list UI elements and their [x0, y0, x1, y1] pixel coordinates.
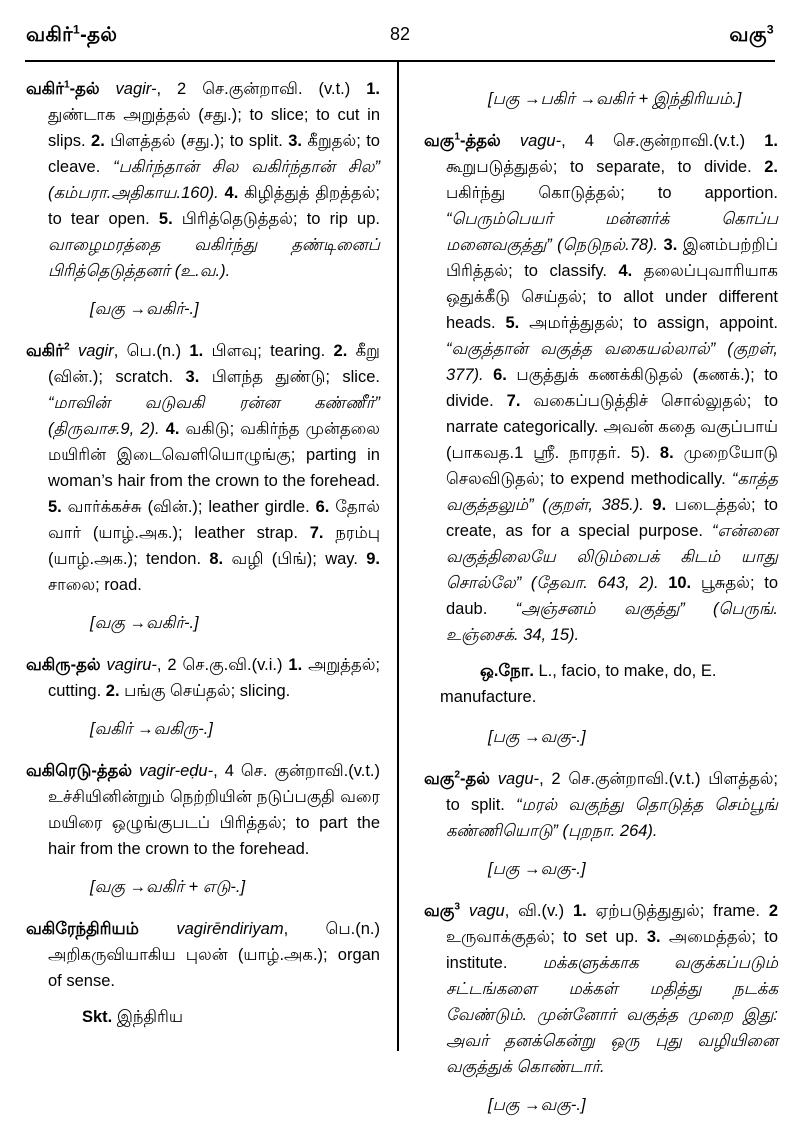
- text-run: பிளத்தல் (சது.); to split.: [110, 132, 289, 150]
- text-run: பிளந்த துண்டு; slice.: [211, 368, 380, 386]
- text-run: “பெரும்பெயர் மன்னர்க் கொப்ப மனைவகுத்து” (நெடுநல்.78).: [446, 210, 778, 254]
- header-rule: [25, 60, 775, 62]
- text-run: கூறுபடுத்துதல்; to separate, to divide.: [446, 158, 765, 176]
- text-run: வகிடு; வகிர்ந்த முன்தலை மயிரின் இடைவெளியொழுங்கு; parting in woman’s hair from the crown to the forehead.: [48, 420, 380, 490]
- text-run: தோல் வார் (யாழ்.அக.); leather strap.: [48, 498, 380, 542]
- comparative-note: [424, 658, 778, 710]
- text-run: வகு: [729, 24, 767, 46]
- text-run: 4.: [618, 262, 644, 280]
- text-run: , 2 செ.குன்றாவி.(v.t.) பிளத்தல்; to split.: [446, 770, 778, 814]
- text-run: வார்க்கச்சு (வின்.); leather girdle.: [67, 498, 316, 516]
- text-run: [பகு →வகு-.]: [488, 1096, 586, 1114]
- guide-word-right: [729, 24, 774, 49]
- etymology-line: [90, 610, 380, 636]
- text-run: அமைத்தல்; to institute.: [446, 928, 778, 972]
- text-run: vagiru-: [106, 656, 157, 674]
- text-run: உருவாக்குதல்; to set up.: [446, 928, 647, 946]
- text-run: கிழித்துத் திறத்தல்; to tear open.: [48, 184, 380, 228]
- text-columns: [26, 74, 778, 1134]
- text-run: 10.: [668, 574, 701, 592]
- text-run: 2.: [764, 158, 778, 176]
- text-run: பூசுதல்; to daub.: [446, 574, 778, 618]
- etymology-line: [488, 724, 778, 750]
- text-run: 3: [454, 901, 461, 913]
- text-run: 8.: [209, 550, 232, 568]
- text-run: 9.: [652, 496, 675, 514]
- text-run: vagirēndiriyam: [176, 920, 284, 938]
- text-run: தலைப்புவாரியாக ஒதுக்கீடு செய்தல்; to allot under different heads.: [446, 262, 778, 332]
- text-run: [வகு →வகிர்-.]: [90, 614, 199, 632]
- text-run: 1: [454, 131, 461, 143]
- text-run: vagu: [468, 902, 505, 920]
- text-run: 2: [768, 902, 778, 920]
- text-run: 3.: [646, 928, 669, 946]
- text-run: , 4 செ.குன்றாவி.(v.t.): [561, 132, 765, 150]
- text-run: 2.: [105, 682, 125, 700]
- text-run: பிரித்தெடுத்தல்; to rip up.: [181, 210, 380, 228]
- text-run: 5.: [158, 210, 182, 228]
- text-run: 3.: [663, 236, 683, 254]
- text-run: இனம்பற்றிப் பிரித்தல்; to classify.: [446, 236, 778, 280]
- text-run: “அஞ்சனம் வகுத்து” (பெருங். உஞ்சைக். 34, 15).: [446, 600, 779, 644]
- text-run: 2.: [91, 132, 111, 150]
- text-run: [70, 342, 78, 360]
- entry-vagu2-thal: [424, 766, 778, 844]
- text-run: , 4 செ. குன்றாவி.(v.t.) உச்சியினின்றும் நெற்றியின் நடுப்பகுதி வரை மயிரை ஒழுங்குபடப் பிரித்தல்; to part the hair from the crown to the forehead.: [48, 762, 380, 858]
- text-run: 1.: [572, 902, 596, 920]
- text-run: வகிரேந்திரியம்: [26, 920, 177, 938]
- text-run: 5.: [48, 498, 68, 516]
- text-run: , 2 செ.குன்றாவி. (v.t.): [156, 80, 367, 98]
- text-run: கீறு (வின்.); scratch.: [48, 342, 380, 386]
- text-run: , 2 செ.கு.வி.(v.i.): [156, 656, 289, 674]
- text-run: Skt.: [82, 1008, 117, 1026]
- text-run: 1: [63, 79, 70, 91]
- text-run: -த்தல்: [460, 132, 520, 150]
- text-run: -தல்: [80, 24, 118, 46]
- text-run: 5.: [505, 314, 530, 332]
- entry-vagiru-thal: [26, 652, 380, 704]
- text-run: 7.: [309, 524, 336, 542]
- entry-vagu1-ththal: [424, 128, 778, 648]
- entry-vagirendiriyam: [26, 916, 380, 994]
- text-run: -தல்: [460, 770, 498, 788]
- text-run: வகிரெடு-த்தல்: [26, 762, 140, 780]
- etymology-line: [90, 874, 380, 900]
- text-run: -தல்: [69, 80, 116, 98]
- text-run: [பகு →வகு-.]: [488, 728, 586, 746]
- text-run: [பகு →பகிர் →வகிர் + இந்திரியம்.]: [488, 90, 742, 108]
- etymology-line: [488, 1092, 778, 1118]
- text-run: “பகிர்ந்தான் சில வகிர்ந்தான் சில” (கம்பரா.அதிகாய.160).: [48, 158, 380, 202]
- text-run: vagu-: [519, 132, 562, 150]
- text-run: ஒ.நோ.: [480, 662, 539, 680]
- text-run: [வகிர் →வகிரு-.]: [90, 720, 213, 738]
- text-run: , வி.(v.): [504, 902, 573, 920]
- text-run: “வகுத்தான் வகுத்த வகையல்லால்” (குறள், 377).: [446, 340, 778, 384]
- left-column: [26, 74, 380, 1134]
- etymology-line: [488, 86, 778, 112]
- right-column: [424, 74, 778, 1134]
- text-run: வகிரு-தல்: [26, 656, 107, 674]
- text-run: பகுத்துக் கணக்கிடுதல் (கணக்.); to divide.: [446, 366, 778, 410]
- text-run: வகிர்: [26, 80, 64, 98]
- text-run: படைத்தல்; to create, as for a special purpose.: [446, 496, 778, 540]
- text-run: 2.: [333, 342, 356, 360]
- text-run: 8.: [659, 444, 684, 462]
- text-run: நரம்பு (யாழ்.அக.); tendon.: [48, 524, 380, 568]
- text-run: , பெ.(n.): [113, 342, 190, 360]
- text-run: “மாவின் வடுவகி ரன்ன கண்ணீர்” (திருவாச.9, 2).: [48, 394, 380, 438]
- text-run: vagir-: [115, 80, 157, 98]
- text-run: முறையோடு செலவிடுதல்; to expend methodically.: [446, 444, 778, 488]
- text-run: வகிர்: [26, 342, 64, 360]
- entry-vagu3: [424, 898, 778, 1080]
- page-header: [26, 24, 774, 49]
- entry-vagir1-thal: [26, 76, 380, 284]
- text-run: “காத்த வகுத்தலும்” (குறள், 385.).: [446, 470, 778, 514]
- text-run: 3.: [288, 132, 308, 150]
- text-run: 3.: [185, 368, 212, 386]
- text-run: [வகு →வகிர்-.]: [90, 300, 199, 318]
- text-run: 6.: [493, 366, 517, 384]
- text-run: வகு: [424, 132, 455, 150]
- text-run: 1.: [366, 80, 380, 98]
- text-run: பங்கு செய்தல்; slicing.: [124, 682, 291, 700]
- etymology-line: [90, 296, 380, 322]
- text-run: 2: [63, 341, 70, 353]
- text-run: பகிர்ந்து கொடுத்தல்; to apportion.: [446, 184, 778, 202]
- text-run: சாலை; road.: [48, 576, 142, 594]
- text-run: அவன் கதை வகுப்பாய் (பாகவத.1 ஸ்ரீ. நாரதர். 5).: [446, 418, 778, 462]
- text-run: அறுத்தல்; cutting.: [48, 656, 381, 700]
- text-run: துண்டாக அறுத்தல் (சது.); to slice; to cut in slips.: [48, 106, 380, 150]
- entry-vagir-edu-ththal: [26, 758, 380, 862]
- text-run: [460, 902, 469, 920]
- text-run: [வகு →வகிர் + எடு-.]: [90, 878, 246, 896]
- text-run: கீறுதல்; to cleave.: [48, 132, 380, 176]
- etymology-line: [90, 716, 380, 742]
- text-run: வாழைமரத்தை வகிர்ந்து தண்டினைப் பிரித்தெடுத்தனர் (உ.வ.).: [48, 236, 380, 280]
- text-run: L., facio, to make, do, E. manufacture.: [440, 662, 717, 706]
- text-run: 1.: [189, 342, 212, 360]
- text-run: “என்னை வகுத்திலையே லிடும்பைக் கிடம் யாது சொல்லே” (தேவா. 643, 2).: [446, 522, 778, 592]
- text-run: “மரல் வகுந்து தொடுத்த செம்பூங் கண்ணியொடு” (புறநா. 264).: [446, 796, 778, 840]
- text-run: 1: [72, 22, 81, 37]
- text-run: 6.: [315, 498, 336, 516]
- text-run: வழி (பிங்); way.: [231, 550, 367, 568]
- etymology-line: [488, 856, 778, 882]
- text-run: அமர்த்துதல்; to assign, appoint.: [529, 314, 778, 332]
- text-run: 4.: [224, 184, 245, 202]
- text-run: 7.: [506, 392, 534, 410]
- text-run: , பெ.(n.) அறிகருவியாகிய புலன் (யாழ்.அக.); organ of sense.: [48, 920, 380, 990]
- text-run: 1.: [288, 656, 309, 674]
- text-run: வகு: [424, 770, 455, 788]
- sanskrit-note: [26, 1004, 380, 1030]
- text-run: [பகு →வகு-.]: [488, 860, 586, 878]
- text-run: வகு: [424, 902, 455, 920]
- text-run: vagu-: [497, 770, 540, 788]
- text-run: vagir-eḍu-: [139, 762, 214, 780]
- text-run: மக்களுக்காக வகுக்கப்படும் சட்டங்களை மக்கள் மதித்து நடக்க வேண்டும். முன்னோர் வகுத்த முறை இது: அவர் தனக்கென்று ஒரு புது வழியினை வகுத்துக் கொண்டார்.: [446, 954, 778, 1076]
- text-run: 3: [766, 22, 774, 37]
- text-run: வகைப்படுத்திச் சொல்லுதல்; to narrate categorically.: [446, 392, 778, 436]
- text-run: பிளவு; tearing.: [211, 342, 334, 360]
- text-run: vagir: [77, 342, 114, 360]
- page-number: 82: [389, 24, 411, 44]
- text-run: 4.: [165, 420, 186, 438]
- text-run: 1.: [764, 132, 778, 150]
- text-run: இந்திரிய: [116, 1008, 184, 1026]
- text-run: வகிர்: [26, 24, 73, 46]
- guide-word-left: [26, 24, 117, 49]
- text-run: 2: [454, 769, 461, 781]
- text-run: 9.: [366, 550, 380, 568]
- text-run: ஏற்படுத்துதுல்; frame.: [595, 902, 769, 920]
- entry-vagir2: [26, 338, 380, 598]
